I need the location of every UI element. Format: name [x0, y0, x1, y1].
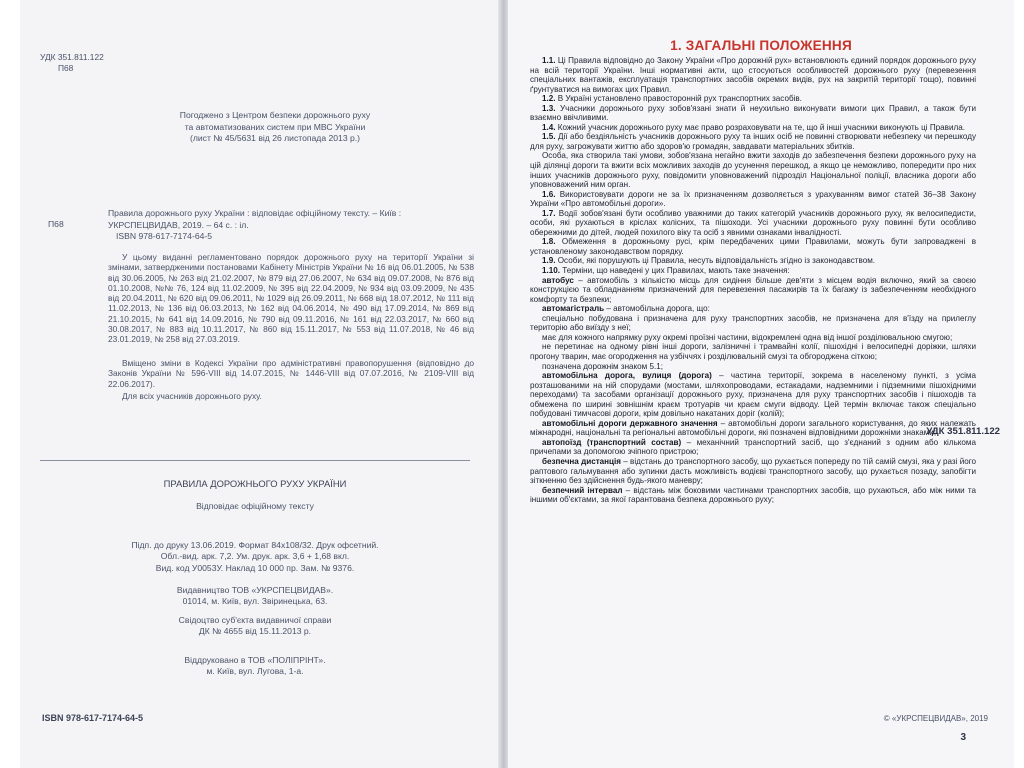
- rule-lead: 1.8.: [542, 237, 556, 247]
- rule-paragraph: [530, 457, 976, 486]
- rule-text: Ці Правила відповідно до Закону України «Про дорожній рух» встановлюють єдиний порядок дорожнього руху на всій території України. Інші нормативні акти, що стосуються особливостей дорожнього руху (перевезення спеціальних вантажів, експлуатація транспортних засобів окремих видів, рух на закритій території тощо), повинні ґрунтуватися на вимогах цих Правил.: [530, 56, 976, 94]
- rule-text: Кожний учасник дорожнього руху має право розраховувати на те, що й інші учасники виконують ці Правила.: [555, 122, 965, 132]
- rule-paragraph: [530, 56, 976, 94]
- catalog-line: Правила дорожнього руху України : відповідає офіційному тексту. – Київ :: [108, 208, 402, 218]
- rule-text: позначена дорожнім знаком 5.1;: [542, 361, 663, 371]
- rule-text: має для кожного напрямку руху окремі проїзні частини, відокремлені одна від іншої розділювальною смугою;: [542, 332, 953, 342]
- intro-paragraph: У цьому виданні регламентовано порядок дорожнього руху на території України зі змінами, затвердженими постановами Кабінету Міністрів України № 16 від 06.01.2005, № 538 від 30.06.2005, № 263 від 21.02.2007, № 879 від 27.06.2007, № 634 від 09.07.2008, № 876 від 01.10.2008, №№ 76, 124 від 11.02.2009, № 395 від 22.04.2009, № 934 від 03.09.2009, № 435 від 20.04.2011, № 620 від 09.06.2011, № 1029 від 26.09.2011, № 668 від 18.07.2012, № 111 від 11.02.2013, № 136 від 06.03.2013, № 162 від 04.06.2014, № 490 від 17.09.2014, № 869 від 21.10.2015, № 641 від 14.09.2016, № 790 від 09.11.2016, № 161 від 22.03.2017, № 660 від 30.08.2017, № 883 від 10.11.2017, № 860 від 15.11.2017, № 553 від 11.07.2018, № 46 від 23.01.2019, № 258 від 27.03.2019.: [108, 252, 474, 345]
- rule-paragraph: [530, 419, 976, 438]
- rule-paragraph: [530, 486, 976, 505]
- approval-line: Погоджено з Центром безпеки дорожнього руху: [179, 110, 371, 120]
- rule-lead: 1.10.: [542, 266, 561, 276]
- rule-paragraph: [530, 342, 976, 361]
- rule-text: Терміни, що наведені у цих Правилах, мають таке значення:: [560, 266, 790, 276]
- rule-text: спеціально побудована і призначена для руху транспортних засобів, не призначена для в'їзду на прилеглу територію або виїзду з неї;: [530, 313, 976, 333]
- imprint-line: Обл.-вид. арк. 7,2. Ум. друк. арк. 3,6 + 1,68 вкл.: [160, 551, 350, 562]
- rule-paragraph: [530, 266, 976, 276]
- rule-paragraph: [530, 190, 976, 209]
- book-title: ПРАВИЛА ДОРОЖНЬОГО РУХУ УКРАЇНИ: [163, 478, 347, 489]
- rule-lead: 1.5.: [542, 132, 556, 142]
- catalog-code: П68: [48, 219, 64, 229]
- rule-text: – відстань до транспортного засобу, що рухається попереду по тій самій смузі, яка у разі його раптового гальмування або зупинки дасть можливість водієві транспортного засобу, що рухається позаду, запобігти зіткненню без здійснення будь-якого маневру;: [530, 456, 977, 486]
- page-number: 3: [960, 732, 966, 743]
- rule-lead: безпечний інтервал: [542, 485, 623, 495]
- imprint-details: [40, 540, 470, 574]
- rule-paragraph: [530, 237, 976, 256]
- rule-lead: 1.1.: [542, 56, 556, 65]
- rule-paragraph: [530, 314, 976, 333]
- rule-text: – автомобільна дорога, що:: [604, 304, 710, 314]
- rule-text: В Україні установлено правосторонній рух транспортних засобів.: [555, 94, 802, 104]
- publisher-info: [40, 585, 470, 608]
- rule-text: – механічний транспортний засіб, що з'єднаний з одним або кількома причепами за допомогою зчіпного пристрою;: [530, 437, 976, 457]
- printer-info: [40, 655, 470, 678]
- section-heading: 1. ЗАГАЛЬНІ ПОЛОЖЕННЯ: [670, 38, 852, 53]
- rule-paragraph: [530, 371, 976, 419]
- certificate-line: Свідоцтво суб'єкта видавничої справи: [178, 615, 332, 625]
- separator-line: [40, 460, 470, 461]
- rule-lead: безпечна дистанція: [542, 456, 621, 466]
- udk-top-line: УДК 351.811.122: [40, 52, 104, 62]
- rules-body: [530, 56, 976, 505]
- rule-paragraph: [530, 438, 976, 457]
- catalog-line: УКРСПЕЦВИДАВ, 2019. – 64 с. : іл.: [108, 219, 249, 230]
- rule-paragraph: [530, 209, 976, 238]
- rule-paragraph: [530, 256, 976, 266]
- rule-lead: автомагістраль: [542, 304, 605, 314]
- certificate-line: ДК № 4655 від 15.11.2013 р.: [198, 626, 312, 637]
- rule-lead: 1.4.: [542, 122, 556, 132]
- publisher-line: 01014, м. Київ, вул. Звіринецька, 63.: [182, 596, 328, 607]
- rule-paragraph: [530, 276, 976, 305]
- rule-text: Використовувати дороги не за їх призначенням дозволяється з урахуванням вимог статей 36–38 Закону України «Про автомобільні дороги».: [530, 189, 976, 209]
- udk-top: [40, 52, 104, 74]
- rule-lead: автомобільні дороги державного значення: [542, 418, 718, 428]
- rule-lead: автомобільна дорога, вулиця (дорога): [542, 371, 712, 381]
- udk-top-code: П68: [58, 63, 74, 73]
- rule-text: не перетинає на одному рівні інші дороги, залізничні і трамвайні колії, пішохідні і велосипедні доріжки, шляхи прогону тварин, має огородження на узбіччях і розділювальній смузі та обгороджена сіткою;: [530, 342, 976, 361]
- rule-lead: 1.6.: [542, 189, 556, 199]
- isbn-bottom: ISBN 978-617-7174-64-5: [42, 713, 144, 723]
- printer-line: м. Київ, вул. Лугова, 1-а.: [206, 666, 304, 677]
- rule-text: – автомобільні дороги загального користування, до яких належать міжнародні, національні та регіональні автомобільні дороги, які позначені відповідними дорожніми знаками;: [530, 418, 976, 438]
- catalog-isbn: ISBN 978-617-7174-64-5: [116, 231, 213, 242]
- rule-paragraph: [530, 123, 976, 133]
- book-subtitle: Відповідає офіційному тексту: [196, 501, 314, 511]
- rule-paragraph: [530, 132, 976, 151]
- rule-text: Водії зобов'язані бути особливо уважними до таких категорій учасників дорожнього руху, як велосипедисти, особи, які рухаються в кріслах колісних, та пішоходи. Усі учасники дорожнього руху повинні бути особливо обережними до дітей, людей похилого віку та осіб з явними ознаками інвалідності.: [530, 208, 976, 237]
- copyright-note: © «УКРСПЕЦВИДАВ», 2019: [883, 714, 988, 723]
- rule-lead: 1.2.: [542, 94, 556, 104]
- rule-lead: 1.3.: [542, 103, 556, 113]
- certificate-info: [40, 615, 470, 638]
- approval-line: та автоматизованих систем при МВС України: [184, 121, 366, 132]
- rule-text: Дії або бездіяльність учасників дорожнього руху та інших осіб не повинні створювати небезпеку чи перешкоду для руху, загрожувати життю або здоров'ю громадян, завдавати матеріальних збитків.: [530, 132, 976, 151]
- rule-text: – автомобіль з кількістю місць для сидіння більше дев'яти з місцем водія включно, який за своєю конструкцією та обладнанням призначений для перевезення пасажирів та їх багажу із забезпеченням необхідного комфорту та безпеки;: [530, 275, 976, 304]
- rule-paragraph: [530, 94, 976, 104]
- rule-text: Учасники дорожнього руху зобов'язані знати й неухильно виконувати вимоги цих Правил, а також бути взаємно ввічливими.: [530, 103, 976, 123]
- rule-lead: 1.9.: [542, 256, 556, 266]
- imprint-line: Вид. код У0053У. Наклад 10 000 пр. Зам. № 9376.: [155, 562, 355, 573]
- approval-line: (лист № 45/5631 від 26 листопада 2013 р.): [189, 133, 361, 143]
- imprint-line: Підп. до друку 13.06.2019. Формат 84x108/32. Друк офсетний.: [131, 540, 379, 550]
- rule-text: Особи, які порушують ці Правила, несуть відповідальність згідно із законодавством.: [555, 256, 876, 266]
- approval-note: [160, 110, 390, 145]
- rule-text: Особа, яка створила такі умови, зобов'язана негайно вжити заходів до забезпечення безпеки дорожнього руху на цій ділянці дороги та вжити всіх можливих заходів до усунення перешкод, а якщо це неможливо, попередити про них інших учасників дорожнього руху, повідомити уповноважений підрозділ Національної поліції, власника дороги або уповноважений ним орган.: [530, 151, 976, 190]
- rule-text: – відстань між боковими частинами транспортних засобів, що рухаються, або між ними та іншими об'єктами, за якої гарантована безпека дорожнього руху;: [530, 485, 976, 505]
- printer-line: Віддруковано в ТОВ «ПОЛІПРІНТ».: [184, 655, 326, 665]
- rule-lead: автобус: [542, 275, 574, 285]
- rule-text: Обмеження в дорожньому русі, крім передбачених цими Правилами, можуть бути запроваджені в установленому законодавством порядку.: [530, 237, 976, 256]
- rule-text: – частина території, зокрема в населеному пункті, з усіма розташованими на ній спорудами (мостами, шляхопроводами, естакадами, надземними і підземними пішохідними переходами) та засобами організації дорожнього руху, призначена для руху транспортних засобів і пішоходів та обмежена по ширині зовнішнім краєм тротуарів чи краєм смуги відводу. Цей термін включає також спеціально побудовані тимчасові дороги, крім довільно накатаних доріг (колій);: [530, 371, 976, 419]
- rule-paragraph: [530, 104, 976, 123]
- publisher-line: Видавництво ТОВ «УКРСПЕЦВИДАВ».: [176, 585, 334, 595]
- udk-right: УДК 351.811.122: [926, 426, 1000, 437]
- rule-paragraph: [530, 333, 976, 343]
- changes-paragraph: Вміщено зміни в Кодексі України про адміністративні правопорушення (відповідно до Законів України № 596-VIII від 14.07.2015, № 1446-VIII від 07.07.2016, № 2109-VIII від 22.06.2017).: [108, 358, 474, 389]
- rule-lead: 1.7.: [542, 208, 556, 218]
- rule-paragraph: [530, 151, 976, 189]
- rule-paragraph: [530, 362, 976, 372]
- rule-lead: автопоїзд (транспортний состав): [542, 437, 682, 447]
- catalog-record: [108, 208, 468, 243]
- audience-note: Для всіх учасників дорожнього руху.: [122, 391, 262, 401]
- rule-paragraph: [530, 304, 976, 314]
